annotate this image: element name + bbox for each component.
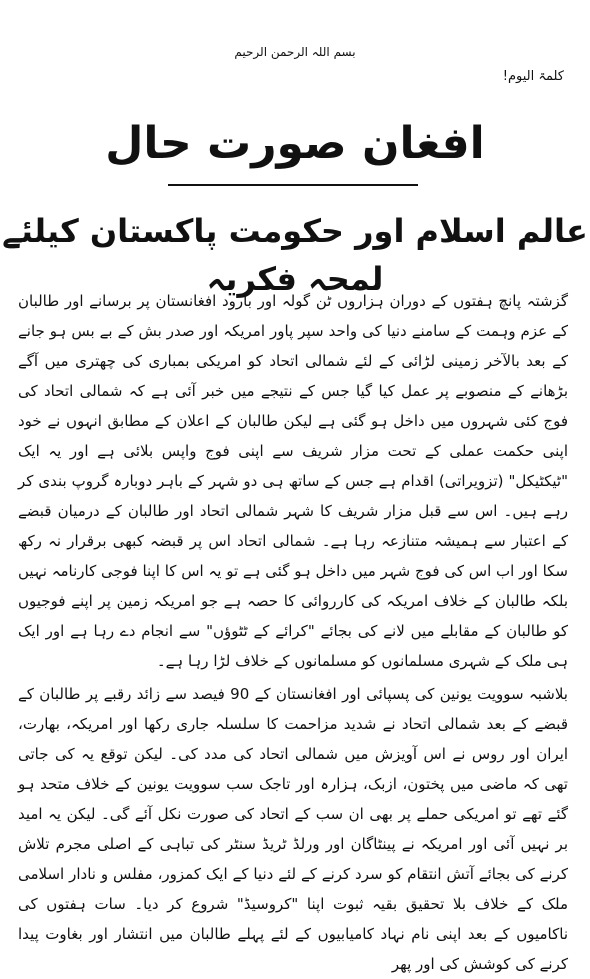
page-title: افغان صورت حال: [105, 118, 485, 169]
column-name: کلمۃ الیوم!: [502, 69, 564, 84]
paragraph: بلاشبہ سوویت یونین کی پسپائی اور افغانستان کے 90 فیصد سے زائد رقبے پر طالبان کے قبضے کے بعد شمالی اتحاد نے شدید مزاحمت کا سلسلہ جاری رکھا اور امریکہ، بھارت، ایران اور روس نے اس آویزش میں شمالی اتحاد کی مدد کی۔ لیکن توقع یہ کی جاتی تھی کہ ماضی میں پختون، ازبک، ہزارہ اور تاجک سب سوویت یونین کے خلاف متحد ہو گئے تھے تو امریکی حملے پر بھی ان سب کے اتحاد کی صورت نکل آئے گی۔ لیکن یہ امید بر نہیں آئی اور امریکہ نے پینٹاگان اور ورلڈ ٹریڈ سنٹر کی تباہی کے اصلی مجرم تلاش کرنے کی بجائے آتش انتقام کو سرد کرنے کے لئے دنیا کے ایک کمزور، مفلس و نادار اسلامی ملک کے خلاف بلا تحقیق بقیہ ثبوت اپنا "کروسیڈ" شروع کر دیا۔ سات ہفتوں کی ناکامیوں کے بعد اپنی نام نہاد کامیابیوں کے لئے پہلے طالبان میں انتشار اور بغاوت پیدا کرنے کی کوشش کی اور پھر: [18, 685, 568, 973]
article-body: [18, 286, 568, 979]
paragraph: گزشتہ پانچ ہفتوں کے دوران ہزاروں ٹن گولہ اور بارود افغانستان پر برسانے اور طالبان کے عزم وہمت کے سامنے دنیا کی واحد سپر پاور امریکہ اور صدر بش کے بے بس ہو جانے کے بعد بالآخر زمینی لڑائی کے لئے شمالی اتحاد کو امریکی بمباری کی چھتری میں آگے بڑھانے کے منصوبے پر عمل کیا گیا جس کے نتیجے میں خبر آئی ہے کہ شمالی اتحاد کی فوج کئی شہروں میں داخل ہو گئی ہے لیکن طالبان کے اعلان کے مطابق انہوں نے خود اپنی حکمت عملی کے تحت مزار شریف سے اپنی فوج واپس بلائی ہے اور یہ ایک "ٹیکٹیکل" (تزویراتی) اقدام ہے جس کے ساتھ ہی دو شہر کے باہر دوبارہ گروپ بندی کر رہے ہیں۔ اس سے قبل مزار شریف کا شہر شمالی اتحاد اور طالبان کے درمیان قبضے کے اعتبار سے ہمیشہ متنازعہ رہا ہے۔ شمالی اتحاد اس پر قبضہ کبھی برقرار نہ رکھ سکا اور اب اس کی فوج شہر میں داخل ہو گئی ہے تو یہ اس کا اپنا فوجی کارنامہ نہیں بلکہ طالبان کے خلاف امریکہ کی کارروائی کا حصہ ہے جو امریکہ زمین پر اپنے فوجیوں کو طالبان کے مقابلے میں لانے کی بجائے "کرائے کے ٹٹوؤں" سے انجام دے رہا ہے اور ایک ہی ملک کے شہری مسلمانوں کو مسلمانوں کے خلاف لڑا رہا ہے۔: [18, 292, 568, 670]
bismillah: بسم اللہ الرحمن الرحیم: [234, 45, 356, 59]
title-underline: [168, 184, 418, 186]
page-subtitle: عالم اسلام اور حکومت پاکستان کیلئے لمحہ فکریہ: [2, 212, 588, 298]
